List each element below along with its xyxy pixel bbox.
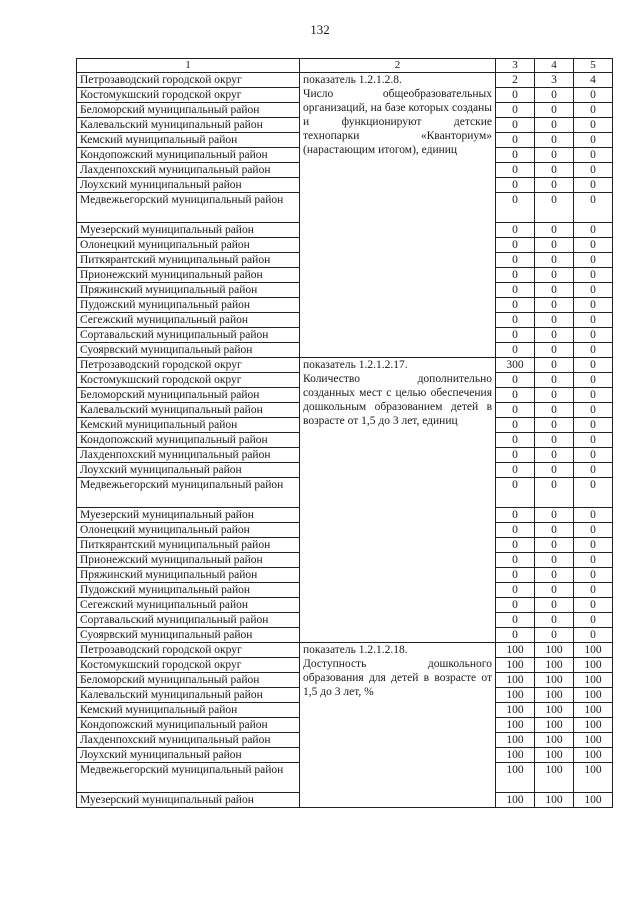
value-cell-v4: 0	[535, 103, 574, 118]
indicator-description	[300, 643, 496, 808]
municipality-name: Питкярантский муниципальный район	[77, 538, 300, 553]
column-header: 2	[300, 59, 496, 73]
value-cell-v4: 0	[535, 163, 574, 178]
municipality-name: Калевальский муниципальный район	[77, 688, 300, 703]
municipality-name: Костомукшский городской округ	[77, 373, 300, 388]
value-cell-v4: 100	[535, 748, 574, 763]
value-cell-v5: 0	[574, 433, 613, 448]
municipality-name: Кондопожский муниципальный район	[77, 433, 300, 448]
column-header: 4	[535, 59, 574, 73]
value-cell-v4: 100	[535, 643, 574, 658]
value-cell-v3: 0	[496, 598, 535, 613]
page-number: 132	[310, 22, 330, 37]
value-cell-v3: 0	[496, 403, 535, 418]
municipality-name: Лоухский муниципальный район	[77, 178, 300, 193]
value-cell-v3: 100	[496, 673, 535, 688]
indicator-text: Доступность дошкольного образования для детей в возрасте от 1,5 до 3 лет, %	[303, 658, 492, 698]
value-cell-v3: 100	[496, 703, 535, 718]
value-cell-v3: 0	[496, 328, 535, 343]
value-cell-v3: 0	[496, 613, 535, 628]
value-cell-v4: 0	[535, 178, 574, 193]
value-cell-v4: 0	[535, 328, 574, 343]
municipality-name: Беломорский муниципальный район	[77, 673, 300, 688]
value-cell-v5: 0	[574, 328, 613, 343]
municipality-name: Муезерский муниципальный район	[77, 508, 300, 523]
value-cell-v4: 0	[535, 298, 574, 313]
value-cell-v3: 100	[496, 763, 535, 793]
value-cell-v5: 100	[574, 793, 613, 808]
municipality-name: Сортавальский муниципальный район	[77, 328, 300, 343]
value-cell-v3: 0	[496, 583, 535, 598]
value-cell-v5: 0	[574, 373, 613, 388]
municipality-name: Прионежский муниципальный район	[77, 553, 300, 568]
indicator-description	[300, 73, 496, 358]
value-cell-v5: 0	[574, 238, 613, 253]
value-cell-v3: 0	[496, 163, 535, 178]
value-cell-v5: 0	[574, 223, 613, 238]
municipality-name: Костомукшский городской округ	[77, 88, 300, 103]
indicator-text: Число общеобразовательных организаций, на базе которых созданы и функционируют детские технопарки «Кванториум» (нарастающим итогом), единиц	[303, 88, 492, 156]
municipality-name: Медвежьегорский муниципальный район	[77, 478, 300, 508]
value-cell-v4: 0	[535, 358, 574, 373]
value-cell-v5: 0	[574, 163, 613, 178]
value-cell-v3: 0	[496, 508, 535, 523]
value-cell-v3: 0	[496, 388, 535, 403]
value-cell-v5: 100	[574, 688, 613, 703]
table-row	[77, 643, 613, 658]
value-cell-v3: 0	[496, 373, 535, 388]
value-cell-v4: 0	[535, 388, 574, 403]
municipality-name: Медвежьегорский муниципальный район	[77, 763, 300, 793]
indicator-table	[76, 58, 613, 808]
municipality-name: Кемский муниципальный район	[77, 418, 300, 433]
value-cell-v4: 0	[535, 133, 574, 148]
municipality-name: Лахденпохский муниципальный район	[77, 733, 300, 748]
table-row	[77, 73, 613, 88]
value-cell-v3: 2	[496, 73, 535, 88]
value-cell-v4: 0	[535, 343, 574, 358]
value-cell-v5: 0	[574, 313, 613, 328]
value-cell-v3: 0	[496, 538, 535, 553]
value-cell-v4: 0	[535, 523, 574, 538]
value-cell-v4: 0	[535, 478, 574, 508]
column-header: 1	[77, 59, 300, 73]
value-cell-v3: 100	[496, 658, 535, 673]
value-cell-v3: 0	[496, 238, 535, 253]
value-cell-v5: 100	[574, 748, 613, 763]
municipality-name: Кемский муниципальный район	[77, 133, 300, 148]
value-cell-v4: 0	[535, 403, 574, 418]
value-cell-v4: 0	[535, 418, 574, 433]
municipality-name: Кемский муниципальный район	[77, 703, 300, 718]
municipality-name: Петрозаводский городской округ	[77, 358, 300, 373]
value-cell-v5: 0	[574, 418, 613, 433]
indicator-code: показатель 1.2.1.2.8.	[303, 74, 402, 86]
municipality-name: Петрозаводский городской округ	[77, 73, 300, 88]
value-cell-v5: 0	[574, 193, 613, 223]
value-cell-v4: 0	[535, 238, 574, 253]
value-cell-v3: 0	[496, 223, 535, 238]
value-cell-v4: 0	[535, 283, 574, 298]
indicator-text: Количество дополнительно созданных мест с целью обеспечения дошкольным образованием детей в возрасте от 1,5 до 3 лет, единиц	[303, 373, 492, 427]
value-cell-v5: 0	[574, 478, 613, 508]
value-cell-v3: 0	[496, 523, 535, 538]
value-cell-v5: 100	[574, 643, 613, 658]
municipality-name: Сортавальский муниципальный район	[77, 613, 300, 628]
table-body	[77, 59, 613, 808]
municipality-name: Кондопожский муниципальный район	[77, 718, 300, 733]
indicator-description	[300, 358, 496, 643]
value-cell-v4: 0	[535, 463, 574, 478]
municipality-name: Суоярвский муниципальный район	[77, 343, 300, 358]
value-cell-v4: 0	[535, 223, 574, 238]
value-cell-v4: 100	[535, 718, 574, 733]
value-cell-v3: 0	[496, 298, 535, 313]
value-cell-v5: 100	[574, 658, 613, 673]
value-cell-v4: 0	[535, 148, 574, 163]
value-cell-v4: 0	[535, 613, 574, 628]
value-cell-v5: 0	[574, 103, 613, 118]
value-cell-v4: 100	[535, 658, 574, 673]
value-cell-v5: 0	[574, 553, 613, 568]
value-cell-v3: 0	[496, 568, 535, 583]
municipality-name: Петрозаводский городской округ	[77, 643, 300, 658]
value-cell-v3: 0	[496, 343, 535, 358]
value-cell-v4: 0	[535, 373, 574, 388]
municipality-name: Олонецкий муниципальный район	[77, 523, 300, 538]
municipality-name: Костомукшский городской округ	[77, 658, 300, 673]
value-cell-v3: 0	[496, 433, 535, 448]
municipality-name: Калевальский муниципальный район	[77, 118, 300, 133]
value-cell-v5: 0	[574, 283, 613, 298]
value-cell-v4: 0	[535, 508, 574, 523]
value-cell-v5: 0	[574, 118, 613, 133]
value-cell-v3: 100	[496, 748, 535, 763]
municipality-name: Сегежский муниципальный район	[77, 313, 300, 328]
table-row	[77, 358, 613, 373]
value-cell-v3: 100	[496, 718, 535, 733]
value-cell-v5: 0	[574, 133, 613, 148]
value-cell-v3: 0	[496, 103, 535, 118]
value-cell-v5: 4	[574, 73, 613, 88]
value-cell-v3: 0	[496, 148, 535, 163]
value-cell-v3: 0	[496, 463, 535, 478]
indicator-code: показатель 1.2.1.2.18.	[303, 644, 408, 656]
value-cell-v4: 100	[535, 763, 574, 793]
column-header: 3	[496, 59, 535, 73]
value-cell-v3: 0	[496, 448, 535, 463]
municipality-name: Калевальский муниципальный район	[77, 403, 300, 418]
value-cell-v3: 0	[496, 178, 535, 193]
value-cell-v4: 0	[535, 448, 574, 463]
municipality-name: Олонецкий муниципальный район	[77, 238, 300, 253]
value-cell-v3: 0	[496, 118, 535, 133]
value-cell-v5: 0	[574, 613, 613, 628]
value-cell-v4: 0	[535, 313, 574, 328]
value-cell-v5: 0	[574, 343, 613, 358]
value-cell-v5: 100	[574, 718, 613, 733]
value-cell-v5: 0	[574, 358, 613, 373]
municipality-name: Пряжинский муниципальный район	[77, 568, 300, 583]
municipality-name: Муезерский муниципальный район	[77, 223, 300, 238]
value-cell-v5: 0	[574, 598, 613, 613]
value-cell-v3: 0	[496, 253, 535, 268]
value-cell-v3: 0	[496, 478, 535, 508]
value-cell-v4: 0	[535, 583, 574, 598]
municipality-name: Прионежский муниципальный район	[77, 268, 300, 283]
value-cell-v3: 0	[496, 193, 535, 223]
value-cell-v5: 100	[574, 673, 613, 688]
value-cell-v3: 100	[496, 688, 535, 703]
value-cell-v3: 0	[496, 553, 535, 568]
column-header: 5	[574, 59, 613, 73]
value-cell-v5: 100	[574, 733, 613, 748]
value-cell-v5: 0	[574, 568, 613, 583]
municipality-name: Лахденпохский муниципальный район	[77, 448, 300, 463]
municipality-name: Питкярантский муниципальный район	[77, 253, 300, 268]
value-cell-v4: 3	[535, 73, 574, 88]
municipality-name: Муезерский муниципальный район	[77, 793, 300, 808]
value-cell-v5: 0	[574, 298, 613, 313]
value-cell-v4: 100	[535, 688, 574, 703]
value-cell-v5: 0	[574, 403, 613, 418]
value-cell-v4: 0	[535, 268, 574, 283]
value-cell-v4: 0	[535, 433, 574, 448]
value-cell-v5: 0	[574, 178, 613, 193]
value-cell-v4: 100	[535, 793, 574, 808]
value-cell-v3: 0	[496, 313, 535, 328]
value-cell-v5: 100	[574, 703, 613, 718]
value-cell-v5: 0	[574, 148, 613, 163]
value-cell-v4: 0	[535, 568, 574, 583]
value-cell-v5: 0	[574, 508, 613, 523]
value-cell-v5: 0	[574, 628, 613, 643]
municipality-name: Суоярвский муниципальный район	[77, 628, 300, 643]
value-cell-v3: 0	[496, 268, 535, 283]
value-cell-v4: 0	[535, 598, 574, 613]
value-cell-v4: 0	[535, 88, 574, 103]
header-row	[77, 59, 613, 73]
value-cell-v5: 0	[574, 448, 613, 463]
municipality-name: Лахденпохский муниципальный район	[77, 163, 300, 178]
value-cell-v3: 300	[496, 358, 535, 373]
value-cell-v5: 0	[574, 88, 613, 103]
municipality-name: Беломорский муниципальный район	[77, 103, 300, 118]
municipality-name: Кондопожский муниципальный район	[77, 148, 300, 163]
municipality-name: Сегежский муниципальный район	[77, 598, 300, 613]
value-cell-v4: 100	[535, 673, 574, 688]
value-cell-v4: 0	[535, 193, 574, 223]
value-cell-v4: 0	[535, 253, 574, 268]
value-cell-v3: 0	[496, 628, 535, 643]
value-cell-v3: 0	[496, 283, 535, 298]
value-cell-v5: 100	[574, 763, 613, 793]
municipality-name: Пряжинский муниципальный район	[77, 283, 300, 298]
value-cell-v3: 0	[496, 133, 535, 148]
value-cell-v3: 0	[496, 418, 535, 433]
value-cell-v5: 0	[574, 388, 613, 403]
municipality-name: Пудожский муниципальный район	[77, 583, 300, 598]
municipality-name: Лоухский муниципальный район	[77, 463, 300, 478]
value-cell-v3: 100	[496, 733, 535, 748]
value-cell-v5: 0	[574, 523, 613, 538]
municipality-name: Медвежьегорский муниципальный район	[77, 193, 300, 223]
value-cell-v5: 0	[574, 253, 613, 268]
value-cell-v5: 0	[574, 268, 613, 283]
municipality-name: Пудожский муниципальный район	[77, 298, 300, 313]
value-cell-v5: 0	[574, 583, 613, 598]
value-cell-v5: 0	[574, 538, 613, 553]
value-cell-v3: 100	[496, 793, 535, 808]
value-cell-v4: 0	[535, 118, 574, 133]
municipality-name: Лоухский муниципальный район	[77, 748, 300, 763]
value-cell-v3: 100	[496, 643, 535, 658]
value-cell-v4: 0	[535, 538, 574, 553]
value-cell-v4: 100	[535, 733, 574, 748]
value-cell-v4: 0	[535, 553, 574, 568]
value-cell-v3: 0	[496, 88, 535, 103]
indicator-code: показатель 1.2.1.2.17.	[303, 359, 408, 371]
municipality-name: Беломорский муниципальный район	[77, 388, 300, 403]
value-cell-v5: 0	[574, 463, 613, 478]
value-cell-v4: 100	[535, 703, 574, 718]
value-cell-v4: 0	[535, 628, 574, 643]
